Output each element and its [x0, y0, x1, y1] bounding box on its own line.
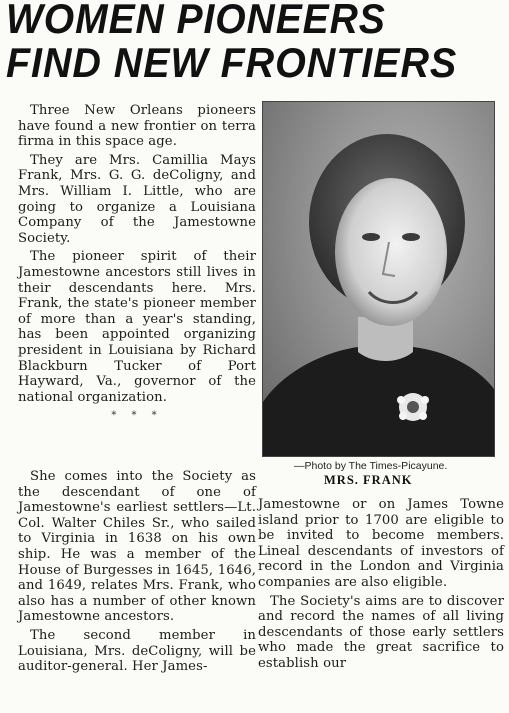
article-column-left-bottom	[18, 469, 256, 678]
photo-credit: —Photo by The Times-Picayune.	[294, 460, 448, 472]
paragraph: The Society's aims are to discover and record the names of all living descendants of those early settlers who made the great sacrifice to establish our	[258, 593, 504, 671]
section-separator: * * *	[111, 410, 163, 422]
portrait-photo-graphic	[263, 102, 495, 457]
paragraph: She comes into the Society as the descendant of one of Jamestowne's earliest settlers—Lt. Col. Walter Chiles Sr., who sailed to Virginia in 1638 on his own ship. He was a member of the House of Burgesses in 1645, 1646, and 1649, relates Mrs. Frank, who also has a number of other known Jamestowne ancestors.	[18, 469, 256, 625]
paragraph: The pioneer spirit of their Jamestowne ancestors still lives in their descendants here. Mrs. Frank, the state's pioneer member of more than a year's standing, has been appointed organizing president in Louisiana by Richard Blackburn Tucker of Port Hayward, Va., governor of the national organization.	[18, 249, 256, 405]
headline-line-1: WOMEN PIONEERS	[6, 0, 386, 42]
portrait-photo	[262, 101, 495, 457]
paragraph: Three New Orleans pioneers have found a new frontier on terra firma in this space age.	[18, 103, 256, 150]
paragraph: They are Mrs. Camillia Mays Frank, Mrs. G. G. deColigny, and Mrs. William I. Little, who are going to organize a Louisiana Company of the Jamestowne Society.	[18, 152, 256, 246]
article-column-right-bottom	[258, 497, 504, 675]
photo-caption: MRS. FRANK	[324, 473, 413, 487]
headline-line-2: FIND NEW FRONTIERS	[6, 39, 458, 86]
paragraph: The second member in Louisiana, Mrs. deColigny, will be auditor-general. Her James-	[18, 627, 256, 675]
article-column-left-top	[18, 103, 256, 424]
paragraph: Jamestowne or on James Towne island prior to 1700 are eligible to be invited to become members. Lineal descendants of investors of record in the London and Virginia companies are also eligible.	[258, 497, 504, 590]
